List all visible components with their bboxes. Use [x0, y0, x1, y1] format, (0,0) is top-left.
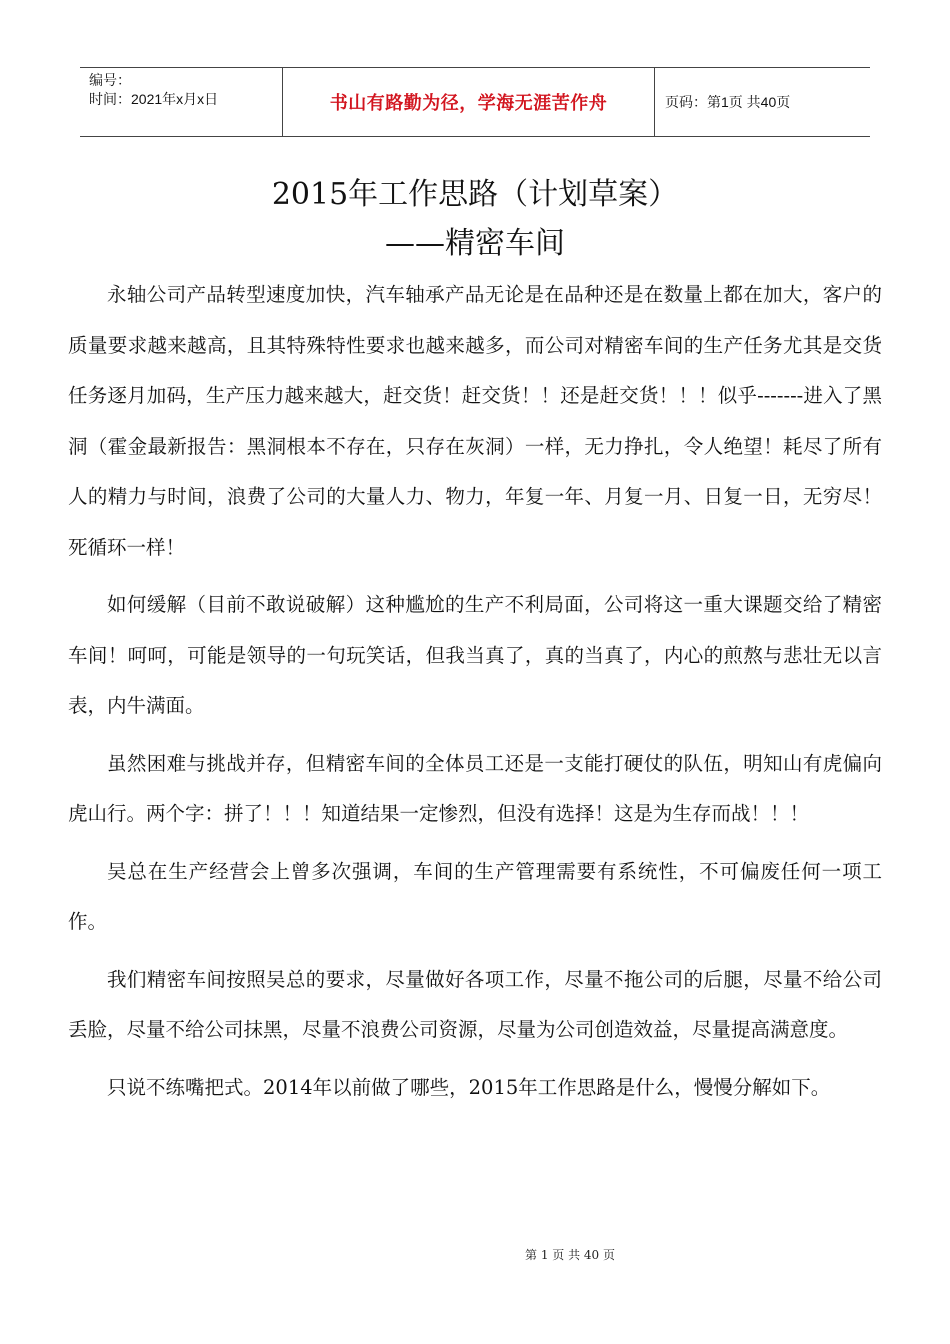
header-motto-cell: [282, 68, 655, 136]
paragraph: 永轴公司产品转型速度加快，汽车轴承产品无论是在品种还是在数量上都在加大，客户的质量要求越来越高，且其特殊特性要求也越来越多，而公司对精密车间的生产任务尤其是交货任务逐月加码，生产压力越来越大，赶交货！赶交货！！还是赶交货！！！似乎-------进入了黑洞（霍金最新报告：黑洞根本不存在，只存在灰洞）一样，无力挣扎，令人绝望！耗尽了所有人的精力与时间，浪费了公司的大量人力、物力，年复一年、月复一月、日复一日，无穷尽！死循环一样！: [68, 283, 882, 559]
document-body: [68, 270, 882, 1120]
document-title: 2015年工作思路（计划草案）: [271, 177, 679, 212]
document-subtitle: ——精密车间: [385, 226, 565, 261]
paragraph: 虽然困难与挑战并存，但精密车间的全体员工还是一支能打硬仗的队伍，明知山有虎偏向虎山行。两个字：拼了！！！知道结果一定惨烈，但没有选择！这是为生存而战！！！: [68, 751, 882, 825]
motto-text: 书山有路勤为径，学海无涯苦作舟: [329, 93, 608, 114]
paragraph: 我们精密车间按照吴总的要求，尽量做好各项工作，尽量不拖公司的后腿，尽量不给公司丢脸，尽量不给公司抹黑，尽量不浪费公司资源，尽量为公司创造效益，尽量提高满意度。: [68, 967, 882, 1041]
page-label: 页码：第1页 共40页: [665, 94, 791, 110]
header-page-cell: [655, 68, 870, 136]
number-label: 编号：: [89, 72, 131, 88]
page-footer: 第 1 页 共 40 页: [525, 1248, 615, 1262]
paragraph: 如何缓解（目前不敢说破解）这种尴尬的生产不利局面，公司将这一重大课题交给了精密车间！呵呵，可能是领导的一句玩笑话，但我当真了，真的当真了，内心的煎熬与悲壮无以言表，内牛满面。: [68, 593, 882, 717]
document-header: [80, 67, 870, 137]
date-label: 时间：2021年x月x日: [89, 91, 219, 107]
paragraph: 只说不练嘴把式。2014年以前做了哪些，2015年工作思路是什么，慢慢分解如下。: [107, 1075, 831, 1099]
header-meta-cell: [80, 68, 282, 136]
paragraph: 吴总在生产经营会上曾多次强调，车间的生产管理需要有系统性，不可偏废任何一项工作。: [68, 859, 882, 933]
